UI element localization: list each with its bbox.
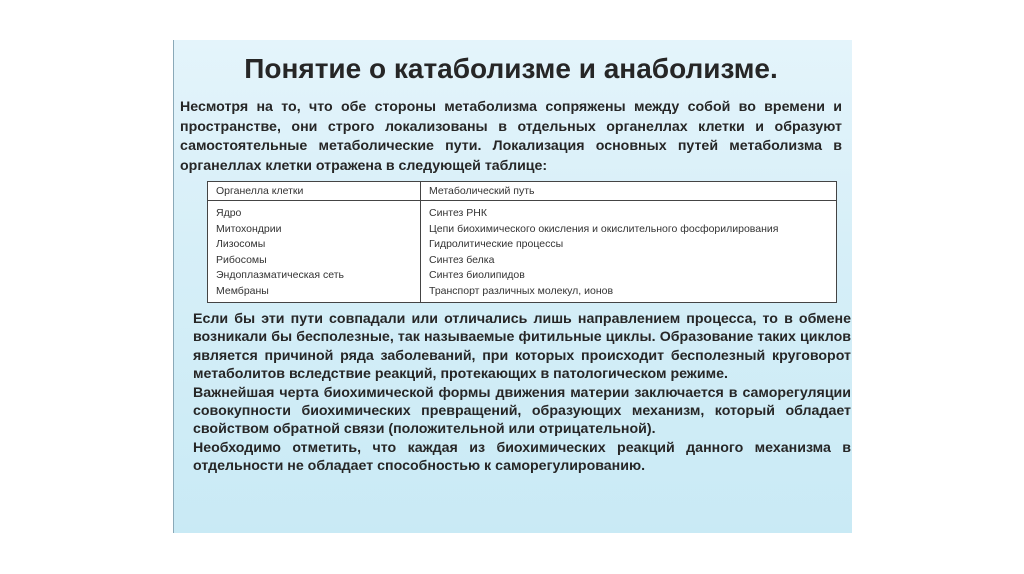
table-cell-pathway: Цепи биохимического окисления и окислительного фосфорилирования [429,222,779,235]
table-cell-pathway: Синтез биолипидов [429,269,525,281]
table-cell-pathway: Транспорт различных молекул, ионов [429,284,614,297]
table-cell-pathway: Синтез белка [429,253,495,266]
intro-paragraph: Несмотря на то, что обе стороны метаболизма сопряжены между собой во времени и пространстве, они строго локализованы в отдельных органеллах клетки и образуют самостоятельные метаболические пути. Локализация основных путей метаболизма в органеллах клетки отражена в следующей таблице: [180,99,842,174]
table-cell-pathway: Гидролитические процессы [429,238,564,250]
outro-paragraph-self-regulation: Важнейшая черта биохимической формы движения материи заключается в саморегуляции совокупности биохимических превращений, образующих механизм, который обладает свойством обратной связи (положительной или отрицательной). [193,384,851,438]
outro-paragraph-conclusion: Необходимо отметить, что каждая из биохимических реакций данного механизма в отдельности не обладает способностью к саморегулированию. [193,439,851,475]
organelle-table [207,181,837,303]
slide-title: Понятие о катаболизме и анаболизме. [244,53,778,84]
outro-text [193,310,851,476]
outro-paragraph-futile-cycles: Если бы эти пути совпадали или отличались лишь направлением процесса, то в обмене возникали бы бесполезные, так называемые фитильные циклы. Образование таких циклов является причиной ряда заболеваний, при которых происходит бесполезный круговорот метаболитов вследствие реакций, протекающих в патологическом режиме. [193,311,851,383]
table-cell-organelle: Ядро [216,207,242,219]
table-cell-organelle: Мембраны [216,284,269,297]
table-cell-pathway: Синтез РНК [429,207,487,219]
table-cell-organelle: Эндоплазматическая сеть [216,269,345,281]
organelle-column [208,182,421,302]
table-header-pathway: Метаболический путь [421,182,836,201]
table-cell-organelle: Лизосомы [216,238,266,250]
slide [173,40,852,533]
table-cell-organelle: Рибосомы [216,253,267,266]
table-cell-organelle: Митохондрии [216,222,282,235]
table-header-organelle: Органелла клетки [208,182,420,201]
pathway-column [421,182,836,302]
